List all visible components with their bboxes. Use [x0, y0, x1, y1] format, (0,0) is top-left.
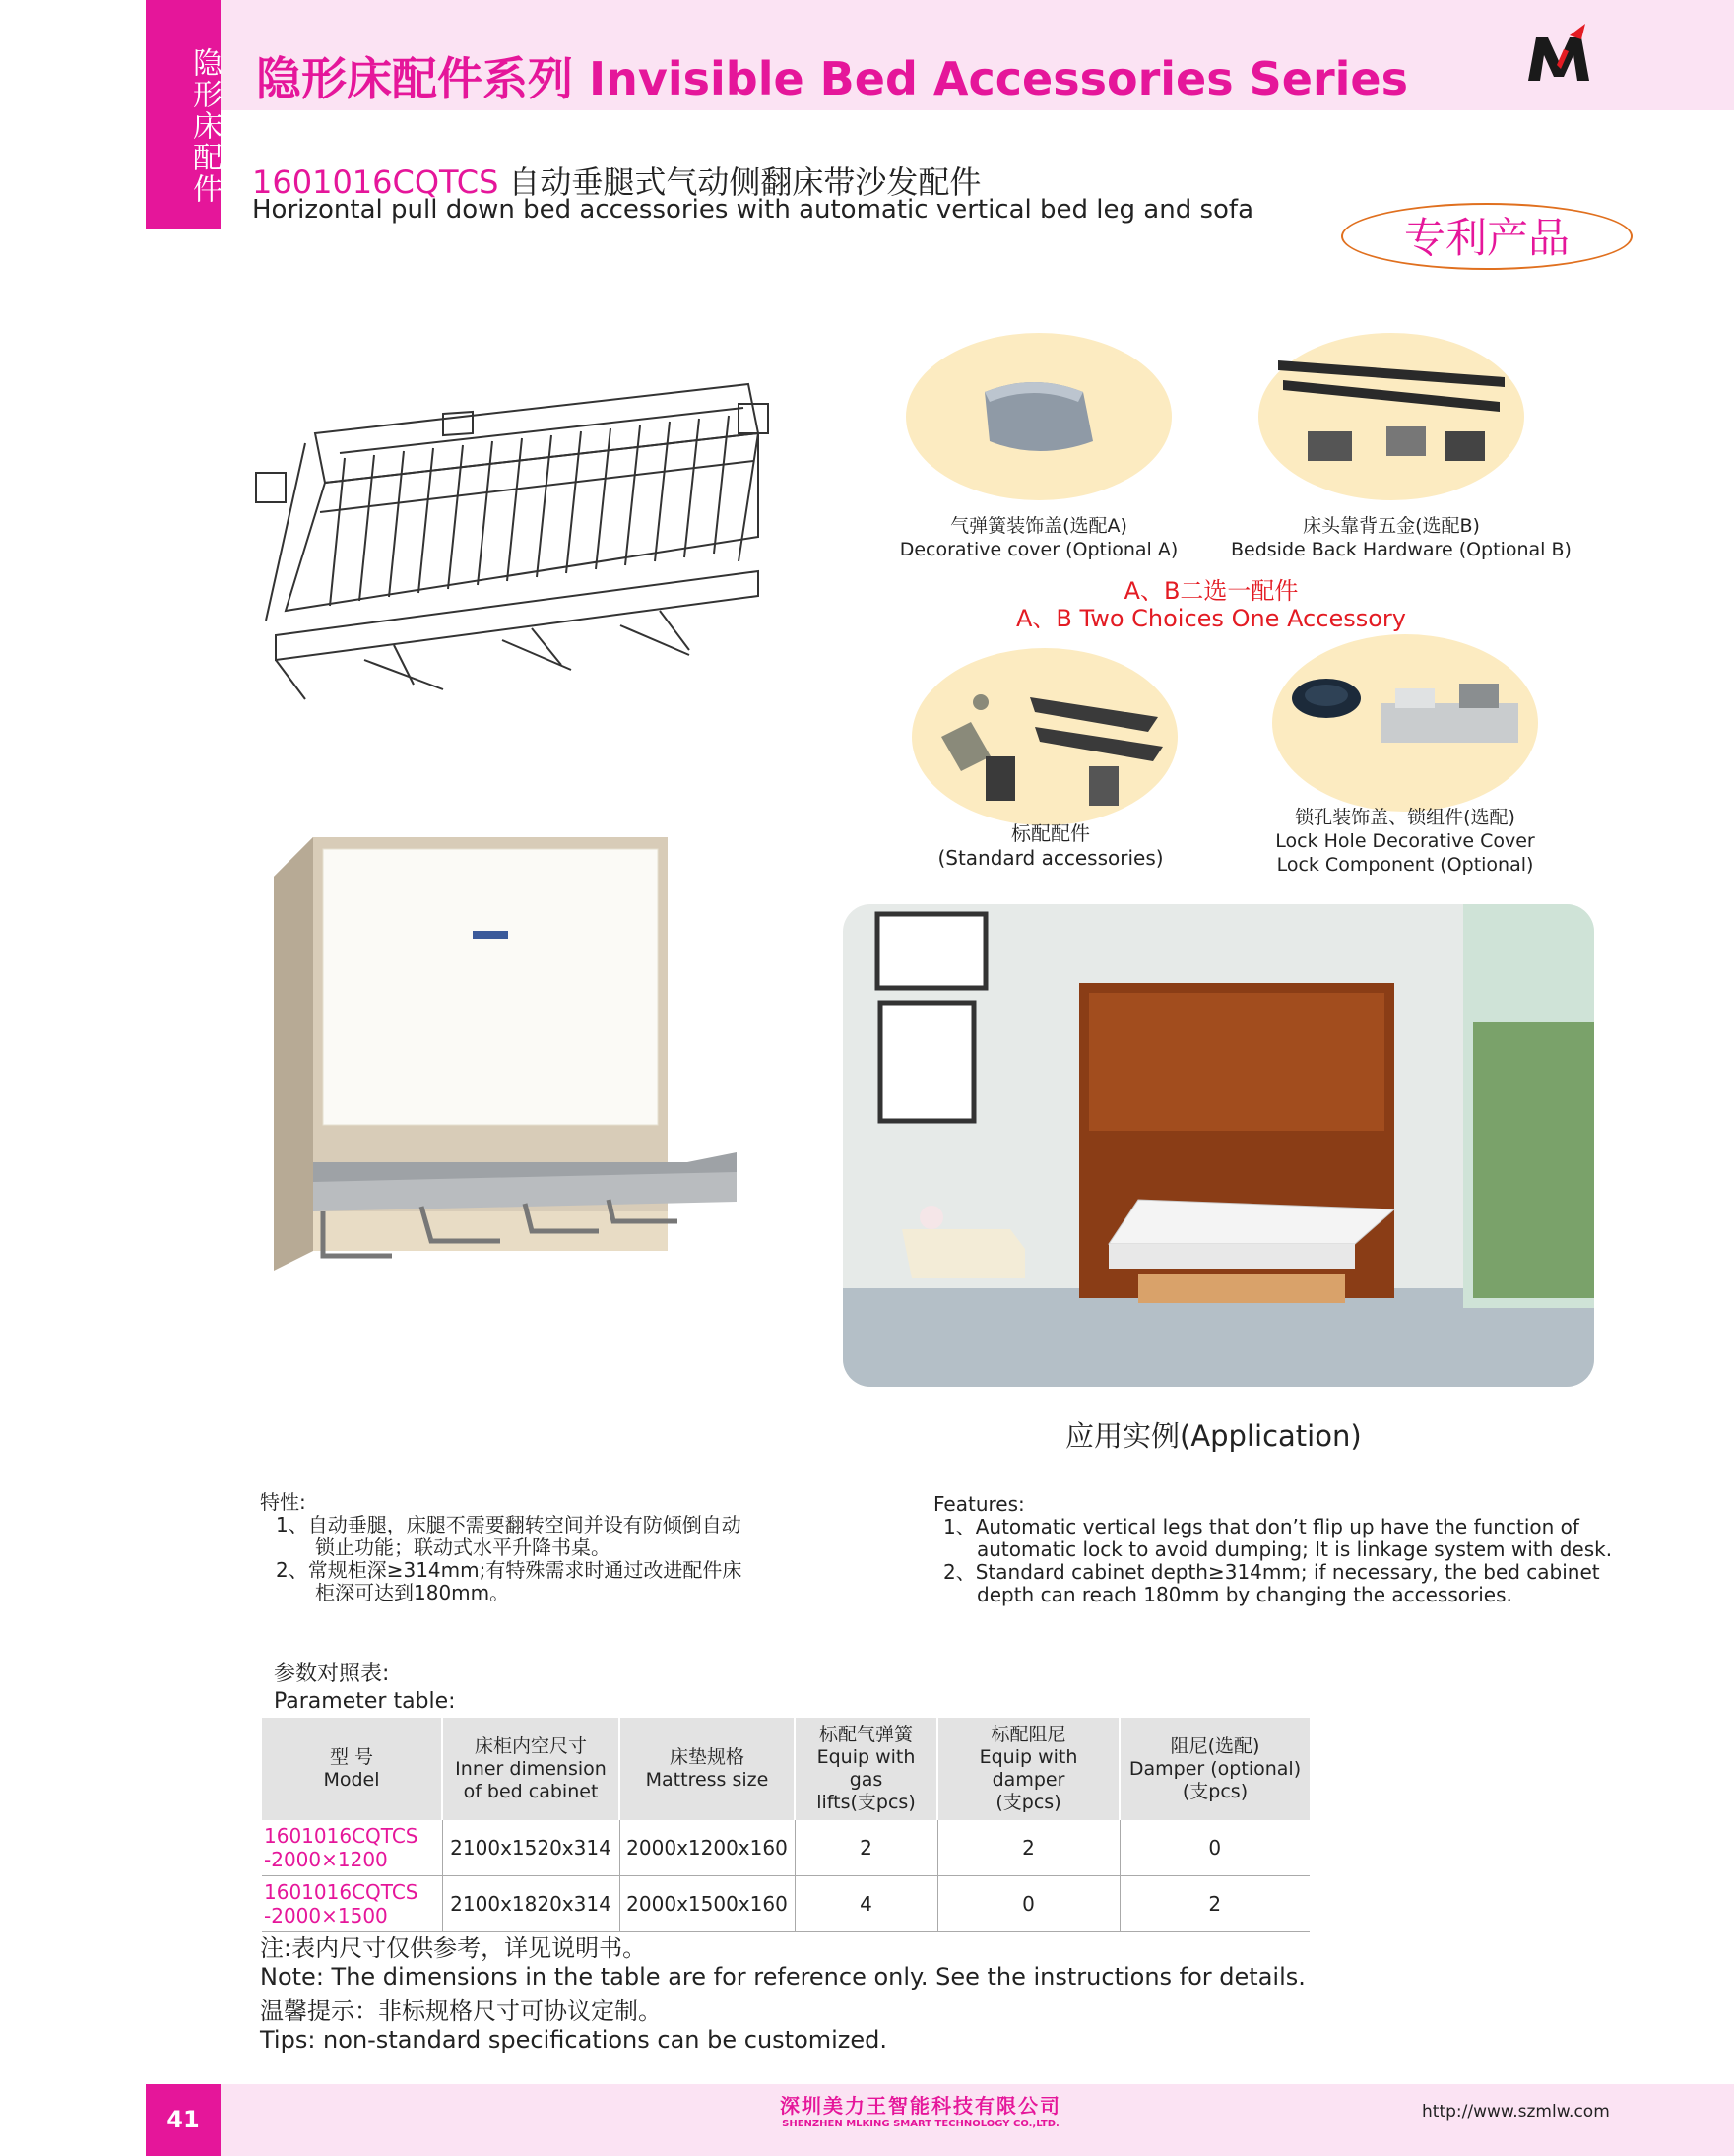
bedside-hardware-photo [1258, 333, 1524, 500]
table-row: 1601016CQTCS -2000×1200 2100x1520x314 2000x1200x160 2 2 0 [262, 1820, 1310, 1876]
product-cabinet-sofa-photo [274, 837, 739, 1271]
col-gas-lifts: 标配气弹簧 Equip with gas lifts(支pcs) [795, 1718, 937, 1820]
side-category-tab: 隐形床配件 [146, 0, 221, 229]
patent-badge: 专利产品 [1341, 203, 1633, 270]
parameter-table-title: 参数对照表: Parameter table: [274, 1662, 456, 1714]
model-subtitle: Horizontal pull down bed accessories with automatic vertical bed leg and sofa [252, 195, 1253, 225]
features-en: Features: 1、Automatic vertical legs that don’t flip up have the function of automatic lock to avoid dumping; It is linkage system with desk. 2、Standard cabinet depth≥314mm; if necessary, the bed cabinet depth can reach 180mm by changing the accessories. [933, 1493, 1623, 1606]
model-title-cn: 自动垂腿式气动侧翻床带沙发配件 [508, 163, 982, 201]
application-room-photo [843, 904, 1594, 1387]
standard-accessories-photo [912, 648, 1178, 825]
col-damper: 标配阻尼 Equip with damper (支pcs) [937, 1718, 1120, 1820]
features-cn: 特性: 1、自动垂腿，床腿不需要翻转空间并设有防倾倒自动 锁止功能；联动式水平升降书桌。 2、常规柜深≥314mm;有特殊需求时通过改进配件床 柜深可达到180mm。 [260, 1491, 870, 1604]
accessory-caption-standard: 标配配件 (Standard accessories) [937, 821, 1164, 870]
col-damper-optional: 阻尼(选配) Damper (optional) (支pcs) [1120, 1718, 1310, 1820]
col-inner-dimension: 床柜内空尺寸 Inner dimension of bed cabinet [442, 1718, 619, 1820]
note-cn: 注:表内尺寸仅供参考，详见说明书。 [260, 1934, 647, 1962]
page-title: 隐形床配件系列 Invisible Bed Accessories Series [256, 52, 1408, 105]
tips-cn: 温馨提示：非标规格尺寸可协议定制。 [260, 1997, 662, 2025]
tips-en: Tips: non-standard specifications can be customized. [260, 2026, 888, 2054]
parameter-table [262, 1718, 1310, 1932]
note-en: Note: The dimensions in the table are for reference only. See the instructions for details. [260, 1963, 1306, 1991]
accessory-caption-lock: 锁孔装饰盖、锁组件(选配) Lock Hole Decorative Cover Lock Component (Optional) [1275, 807, 1535, 876]
accessory-caption-a: 气弹簧装饰盖(选配A) Decorative cover (Optional A) [899, 515, 1179, 560]
application-label: 应用实例(Application) [1065, 1419, 1362, 1453]
notes [260, 1934, 1306, 2055]
lock-component-photo [1272, 634, 1538, 812]
page-number: 41 [146, 2084, 221, 2156]
features-cn-title: 特性: [260, 1490, 306, 1514]
brand-logo [1524, 22, 1593, 91]
mechanism-line-drawing [246, 374, 778, 709]
accessory-caption-b: 床头靠背五金(选配B) Bedside Back Hardware (Optional B) [1231, 515, 1572, 560]
choice-note: A、B二选一配件 A、B Two Choices One Accessory [1016, 577, 1406, 632]
features-en-title: Features: [933, 1492, 1025, 1516]
col-mattress-size: 床垫规格 Mattress size [619, 1718, 795, 1820]
company-name: 深圳美力王智能科技有限公司 SHENZHEN MLKING SMART TECHNOLOGY CO.,LTD. [780, 2094, 1061, 2129]
table-row: 1601016CQTCS -2000×1500 2100x1820x314 2000x1500x160 4 0 2 [262, 1876, 1310, 1932]
website-link[interactable]: http://www.szmlw.com [1422, 2102, 1610, 2122]
decorative-cover-photo [906, 333, 1172, 500]
table-header-row [262, 1718, 1310, 1820]
model-number: 1601016CQTCS [252, 163, 499, 201]
col-model: 型 号 Model [262, 1718, 442, 1820]
